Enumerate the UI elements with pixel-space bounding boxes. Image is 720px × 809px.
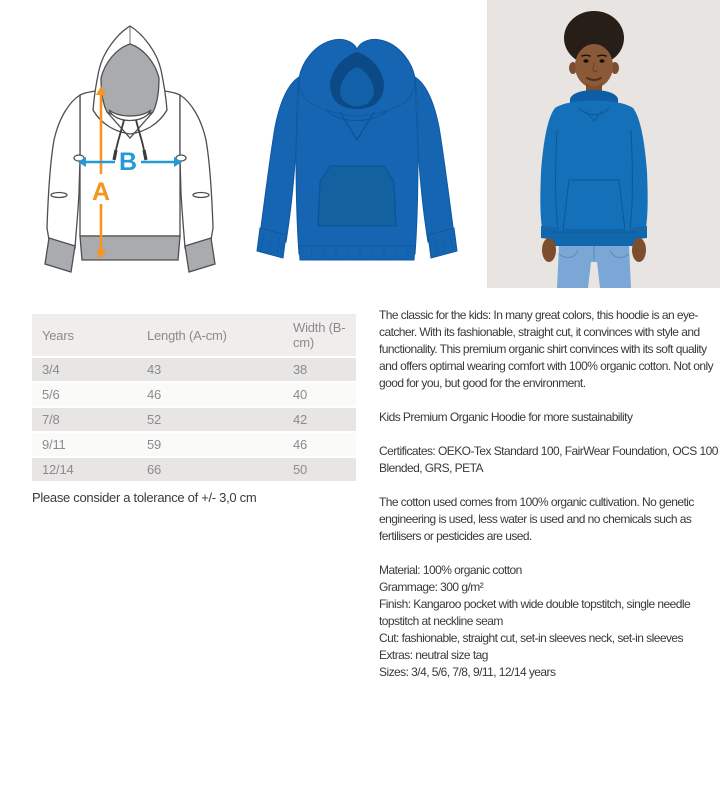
blue-hoodie-front-icon: [252, 32, 467, 264]
length-cell: 66: [137, 458, 283, 481]
size-table: [32, 312, 356, 483]
model-photo[interactable]: [487, 0, 720, 288]
length-header: Length (A-cm): [137, 314, 283, 356]
spec-finish: Finish: Kangaroo pocket with wide double topstitch, single needle topstitch at neckline seam: [379, 597, 691, 628]
years-cell: 7/8: [32, 408, 137, 431]
spec-sizes: Sizes: 3/4, 5/6, 7/8, 9/11, 12/14 years: [379, 665, 556, 679]
description-intro: The classic for the kids: In many great colors, this hoodie is an eye-catcher. With its fashionable, straight cut, it convinces with style and functionality. This premium organic shirt convinces with its soft quality and offers optimal wearing comfort with 100% organic cotton. Not only good for you, but good for the environment.: [379, 308, 714, 390]
description-cotton: The cotton used comes from 100% organic cultivation. No genetic engineering is used, less water is used and no chemicals such as fertilisers or pesticides are used.: [379, 495, 694, 543]
label-b: B: [118, 148, 138, 176]
size-row: [32, 408, 356, 431]
width-cell: 40: [283, 383, 356, 406]
spec-list: [379, 562, 719, 681]
tolerance-note: Please consider a tolerance of +/- 3,0 cm: [32, 490, 257, 505]
width-cell: 50: [283, 458, 356, 481]
length-cell: 46: [137, 383, 283, 406]
size-diagram-image[interactable]: [35, 18, 225, 278]
size-table-header-row: [32, 314, 356, 356]
product-description: [379, 307, 719, 681]
hoodie-measurement-diagram-icon: [35, 18, 225, 278]
label-a: A: [91, 178, 111, 206]
product-photo[interactable]: [252, 32, 467, 264]
width-cell: 46: [283, 433, 356, 456]
length-cell: 43: [137, 358, 283, 381]
size-chart: [32, 312, 356, 505]
spec-grammage: Grammage: 300 g/m²: [379, 580, 484, 594]
size-row: [32, 458, 356, 481]
years-cell: 9/11: [32, 433, 137, 456]
spec-material: Material: 100% organic cotton: [379, 563, 522, 577]
width-cell: 42: [283, 408, 356, 431]
spec-extras: Extras: neutral size tag: [379, 648, 488, 662]
length-cell: 52: [137, 408, 283, 431]
size-row: [32, 383, 356, 406]
width-header: Width (B-cm): [283, 314, 356, 356]
years-cell: 5/6: [32, 383, 137, 406]
width-cell: 38: [283, 358, 356, 381]
years-cell: 3/4: [32, 358, 137, 381]
kangaroo-pocket: [318, 166, 396, 226]
years-header: Years: [32, 314, 137, 356]
kid-wearing-hoodie-icon: [487, 0, 720, 288]
description-sustainability: Kids Premium Organic Hoodie for more sustainability: [379, 410, 633, 424]
size-row: [32, 358, 356, 381]
description-certificates: Certificates: OEKO-Tex Standard 100, FairWear Foundation, OCS 100 Blended, GRS, PETA: [379, 444, 718, 475]
length-cell: 59: [137, 433, 283, 456]
spec-cut: Cut: fashionable, straight cut, set-in sleeves neck, set-in sleeves: [379, 631, 683, 645]
years-cell: 12/14: [32, 458, 137, 481]
size-row: [32, 433, 356, 456]
